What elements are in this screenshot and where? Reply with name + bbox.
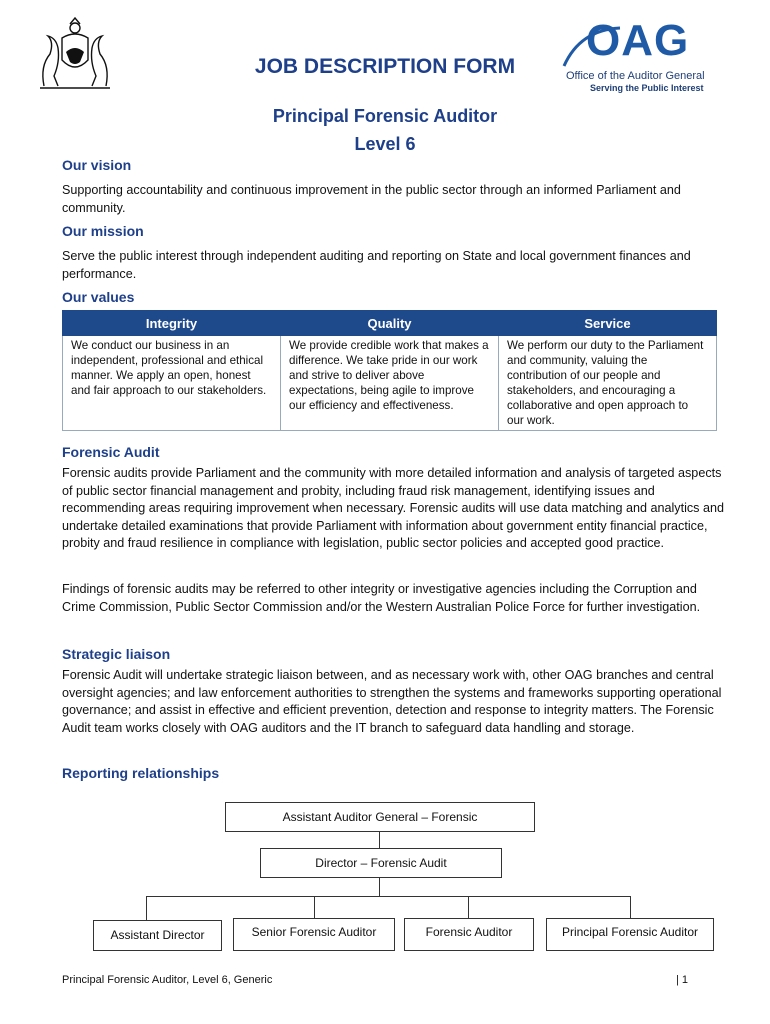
- value-integrity-header: Integrity: [63, 311, 281, 336]
- forensic-audit-paragraph-2: Findings of forensic audits may be referred to other integrity or investigative agencies including the Corruption and Crime Commission, Public Sector Commission and/or the Western Australian Police Force for further investigation.: [62, 582, 701, 614]
- value-quality-text: We provide credible work that makes a difference. We take pride in our work and strive to deliver above expectations, being agile to improve our efficiency and effectiveness.: [281, 336, 499, 431]
- forensic-audit-paragraph-1: Forensic audits provide Parliament and the community with more detailed information and analysis of targeted aspects of public sector financial management and probity, including fraud risk management, identifying issues and recommending areas requiring improvement when necessary. Forensic audits will use data matching and analytics and undertake detailed examinations that provide Parliament with information about government entity financial practice, probity and fraud resilience in compliance with legislation, public sector policies and accepted good practice.: [62, 466, 724, 550]
- values-table: [62, 310, 717, 431]
- org-connector: [630, 896, 631, 918]
- job-title-block: [0, 103, 770, 157]
- mission-text: Serve the public interest through independent auditing and reporting on State and local government finances and performance.: [62, 249, 691, 281]
- values-heading: Our values: [62, 289, 135, 305]
- strategic-liaison-text: Forensic Audit will undertake strategic liaison between, and as necessary work with, other OAG branches and central oversight agencies; and law enforcement authorities to strengthen the systems and frameworks supporting operational governance; and assist in effective and efficient prevention, detection and response to integrity matters. The Forensic Audit team works closely with OAG auditors and the IT branch to safeguard data handling and storage.: [62, 668, 722, 735]
- org-connector: [146, 896, 147, 920]
- form-title: JOB DESCRIPTION FORM: [254, 55, 516, 78]
- org-connector: [314, 896, 315, 918]
- logo-name: Office of the Auditor General: [566, 70, 705, 82]
- value-quality-header: Quality: [281, 311, 499, 336]
- values-body-row: [63, 336, 717, 431]
- vision-text: Supporting accountability and continuous improvement in the public sector through an informed Parliament and community.: [62, 183, 681, 215]
- org-box-forensic-auditor: Forensic Auditor: [404, 918, 534, 951]
- org-box-assistant-auditor-general: Assistant Auditor General – Forensic: [225, 802, 535, 832]
- footer-page-number: | 1: [676, 974, 689, 986]
- org-connector: [379, 878, 380, 896]
- mission-heading: Our mission: [62, 223, 144, 239]
- strategic-liaison-heading: Strategic liaison: [62, 646, 171, 662]
- vision-heading: Our vision: [62, 157, 132, 173]
- org-box-senior-forensic-auditor: Senior Forensic Auditor: [233, 918, 395, 951]
- value-service-header: Service: [499, 311, 717, 336]
- job-level: Level 6: [354, 134, 416, 154]
- footer-document-name: Principal Forensic Auditor, Level 6, Generic: [62, 974, 273, 986]
- org-connector: [379, 832, 380, 848]
- logo-tagline: Serving the Public Interest: [590, 83, 704, 93]
- values-header-row: [63, 311, 717, 336]
- job-title: Principal Forensic Auditor: [272, 106, 498, 126]
- value-service-text: We perform our duty to the Parliament and community, valuing the contribution of our people and stakeholders, and encouraging a collaborative and open approach to our work.: [499, 336, 717, 431]
- value-integrity-text: We conduct our business in an independent, professional and ethical manner. We apply an open, honest and fair approach to our stakeholders.: [63, 336, 281, 431]
- forensic-audit-heading: Forensic Audit: [62, 444, 160, 460]
- org-box-principal-forensic-auditor: Principal Forensic Auditor: [546, 918, 714, 951]
- org-connector: [468, 896, 469, 918]
- reporting-heading: Reporting relationships: [62, 765, 220, 781]
- org-connector: [146, 896, 630, 897]
- logo-acronym: OAG: [586, 16, 690, 65]
- org-box-assistant-director: Assistant Director: [93, 920, 222, 951]
- org-box-director: Director – Forensic Audit: [260, 848, 502, 878]
